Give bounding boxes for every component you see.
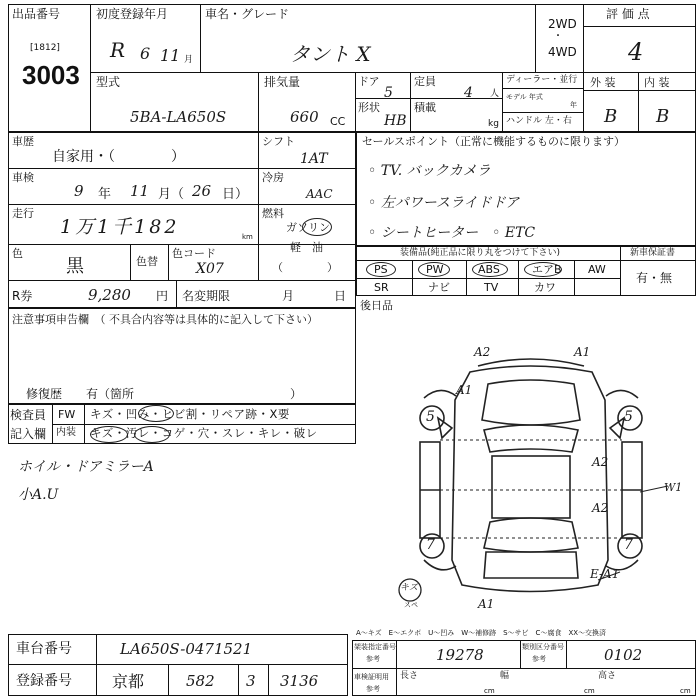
equip-navi: ナビ [428,281,450,294]
displacement-value: 660 [290,108,319,126]
mileage-label: 走行 [12,207,34,220]
kg-unit: kg [488,119,499,129]
reg-kana: 3 [246,672,256,690]
handle-label: ハンドル 左・右 [506,116,572,126]
appraise-value: 19278 [436,646,484,664]
fuel-gas: ガソリン [286,221,330,234]
drive-2wd: 2WD [548,17,577,31]
car-name-label: 車名・グレード [205,7,290,21]
year-unit: 年 [570,101,577,109]
inspector-note-1: ホイル・ドアミラーA [18,459,154,475]
mark-key-spare: スペ [404,601,418,609]
reg-city: 京都 [112,672,145,691]
equip-airbag-circle [524,262,562,277]
interior-label: 内 装 [644,76,670,89]
cert-label: 車検証明用 [354,673,389,681]
lot-label: 出品番号 [12,7,61,21]
mark-rear-e-a1: E-A1 [590,567,620,581]
equip-airbag: エアB [532,263,562,276]
person-unit: 人 [490,89,500,99]
appraise-sub: 参考 [366,655,380,663]
capacity-value: 4 [464,85,473,101]
repaint-label: 色替 [136,255,158,268]
mark-front-a1: A1 [574,345,591,359]
color-value: 黒 [66,256,84,277]
inspector-note-2: 小A.U [18,487,59,503]
warranty-label: 新車保証書 [630,248,676,258]
exterior-label: 外 装 [590,76,616,89]
venue-code: [1812] [30,43,60,53]
fuel-paren: （ ） [272,261,338,274]
inspector-label-1: 検査員 [10,408,47,422]
color-code: X07 [196,261,224,277]
equip-abs-circle [472,262,508,277]
fw-items: キズ・凹み・ヒビ割・リペア跡・X要 [90,407,290,421]
fuel-diesel: 軽 油 [290,241,323,254]
ac-label: 冷房 [262,171,284,184]
doors-label: ドア [358,75,380,88]
mark-key-scratch: キズ [400,583,418,593]
inspection-day-label: 日） [222,187,249,202]
equip-pw: PW [426,263,444,276]
damage-legend: A～キズ E～エクボ U～凹み W～補修跡 S～サビ C～腐食 XX～交換済 [356,629,607,637]
mark-front-a2: A2 [474,345,491,359]
history-value: 自家用・（ ） [52,149,185,165]
reg-number: 3136 [280,672,319,690]
mark-right-rear-a2: A2 [592,501,609,515]
mark-rear-a1: A1 [478,597,495,611]
exterior-grade: B [604,106,618,127]
first-reg-month: 11 [160,46,181,65]
drive-4wd: 4WD [548,45,577,59]
reg-class: 582 [186,672,215,690]
header-row [8,4,696,132]
ac-value: AAC [306,187,333,201]
shift-value: 1AT [300,151,328,167]
mark-wheel-fl: 5 [426,409,435,425]
equip-ps: PS [374,263,388,276]
selling-point-2: ◦ 左パワースライドドア [368,195,520,211]
interior-check-label: 内装 [56,427,76,438]
first-reg-year: 6 [140,44,151,63]
name-change-label: 名変期限 [182,289,231,303]
inspection-day: 26 [192,182,212,200]
overall-grade: 4 [628,38,644,66]
selling-point-3: ◦ シートヒーター ◦ ETC [368,225,536,241]
notes-label: 注意事項申告欄 （ 不具合内容等は具体的に記入して下さい） [12,313,318,326]
appraise-label: 架装指定番号 [354,643,396,651]
int-scratch-circle [90,426,128,443]
interior-grade: B [656,106,670,127]
equip-abs: ABS [478,263,500,276]
interior-items: キズ・汚レ・コゲ・穴・スレ・キレ・破レ [90,426,318,440]
color-label: 色 [12,247,23,260]
inspection-year: 9 [74,182,84,200]
length-unit: cm [484,687,495,695]
fw-dent-circle [138,405,174,422]
capacity-label: 定員 [414,75,436,88]
inspection-year-label: 年 [98,187,112,202]
first-reg-era: R [110,38,126,62]
inspector-label-2: 記入欄 [10,427,47,441]
equipment-title: 装備品(純正品に限り丸をつけて下さい) [400,248,561,258]
equip-aw: AW [588,263,606,276]
registration-label: 登録番号 [16,673,72,689]
inspection-month-label: 月（ [158,187,185,202]
category-value: 0102 [604,646,643,664]
drive-dot: ・ [553,31,563,42]
height-label: 高さ [598,671,617,681]
width-unit: cm [584,687,595,695]
height-unit: cm [680,687,691,695]
dealer-label: ディーラー・並行 [506,75,578,85]
recycle-value: 9,280 [88,286,131,304]
lot-number: 3003 [22,60,80,90]
name-change-day: 日 [334,289,347,303]
shape-value: HB [384,113,407,129]
warranty-value: 有・無 [636,271,673,285]
load-label: 積載 [414,101,436,114]
equip-sr: SR [374,281,389,294]
history-label: 車歴 [12,135,34,148]
length-label: 長さ [400,671,419,681]
color-code-label: 色コード [172,247,216,260]
model-code: 5BA-LA650S [130,108,227,126]
fuel-gas-circle [302,218,332,236]
equip-pw-circle [418,262,450,277]
car-name: タント X [290,42,371,66]
chassis-number: LA650S-0471521 [120,640,253,658]
km-unit: km [242,233,253,241]
inspection-month: 11 [130,182,150,200]
selling-point-1: ◦ TV. バックカメラ [368,163,491,179]
doors-value: 5 [384,85,393,101]
shape-label: 形状 [358,101,380,114]
category-label: 類別区分番号 [522,643,564,651]
int-stain-circle [134,426,170,443]
displacement-label: 排気量 [264,75,301,89]
cc-unit: CC [330,115,346,128]
first-registration-label: 初度登録年月 [96,7,169,21]
repair-history-label: 修復歴 有（箇所 ） [26,387,303,401]
equip-tv: TV [484,281,499,294]
after-items-label: 後日品 [360,299,393,312]
width-label: 幅 [500,671,510,681]
mark-hood-a1: A1 [456,383,473,397]
fuel-label: 燃料 [262,207,284,220]
inspection-label: 車検 [12,171,34,184]
month-unit: 月 [184,55,194,65]
shift-label: シフト [262,135,295,148]
fw-label: FW [58,408,76,421]
yen-unit: 円 [156,289,169,303]
chassis-label: 車台番号 [16,641,72,657]
mileage-value: 1万1千182 [60,216,180,238]
category-sub: 参考 [532,655,546,663]
mark-right-door-a2: A2 [592,455,609,469]
name-change-month: 月 [282,289,295,303]
grade-label: 評 価 点 [606,7,650,21]
recycle-label: R券 [12,289,33,303]
equip-ps-circle [366,262,396,277]
selling-points-title: セールスポイント（正常に機能するものに限ります） [362,135,626,148]
model-year-label: モデル 年式 [506,93,543,101]
mark-wheel-rr: 7 [624,537,633,553]
mark-wheel-rl: 7 [426,537,435,553]
cert-sub: 参考 [366,685,380,693]
mark-wheel-fr: 5 [624,409,633,425]
mark-right-w1: W1 [664,481,683,494]
equip-leather: カワ [534,281,556,294]
model-label: 型式 [96,75,121,89]
